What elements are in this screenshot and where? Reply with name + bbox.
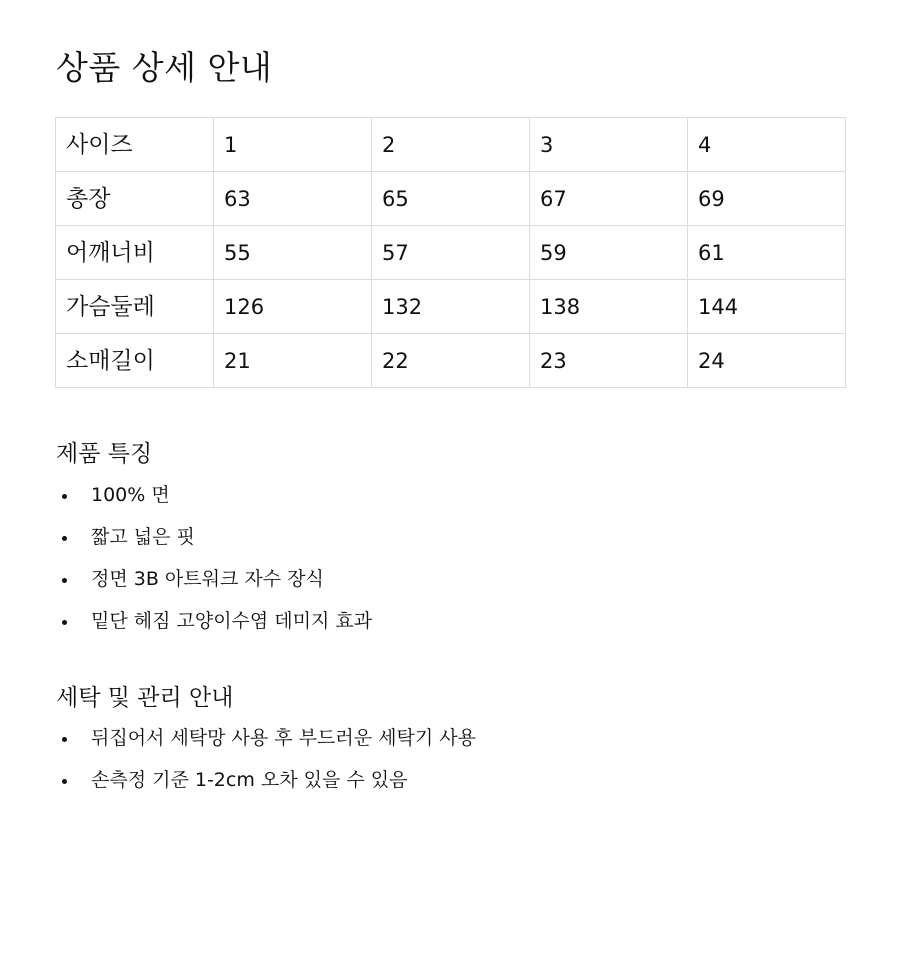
table-cell: 21 [214,334,372,388]
care-heading: 세탁 및 관리 안내 [56,685,234,711]
row-label: 총장 [56,172,214,226]
table-cell: 4 [688,118,846,172]
page-title: 상품 상세 안내 [56,48,273,87]
bullet-icon [62,779,67,784]
list-item-text: 밑단 헤짐 고양이수염 데미지 효과 [91,610,373,632]
table-cell: 138 [530,280,688,334]
table-cell: 55 [214,226,372,280]
row-label: 사이즈 [56,118,214,172]
list-item [56,564,372,606]
table-cell: 67 [530,172,688,226]
bullet-icon [62,578,67,583]
table-row-sleeve [56,334,846,388]
features-heading: 제품 특징 [56,441,153,467]
table-cell: 1 [214,118,372,172]
list-item [56,522,372,564]
table-cell: 61 [688,226,846,280]
table-row-shoulder [56,226,846,280]
table-row-size [56,118,846,172]
list-item-text: 손측정 기준 1-2cm 오차 있을 수 있음 [91,769,408,791]
list-item [56,606,372,648]
table-cell: 69 [688,172,846,226]
table-cell: 3 [530,118,688,172]
list-item-text: 100% 면 [91,484,170,506]
table-cell: 126 [214,280,372,334]
list-item-text: 뒤집어서 세탁망 사용 후 부드러운 세탁기 사용 [91,727,476,749]
row-label: 어깨너비 [56,226,214,280]
list-item-text: 정면 3B 아트워크 자수 장식 [91,568,324,590]
table-cell: 23 [530,334,688,388]
list-item [56,765,476,807]
row-label: 소매길이 [56,334,214,388]
table-cell: 57 [372,226,530,280]
bullet-icon [62,737,67,742]
table-cell: 24 [688,334,846,388]
table-cell: 65 [372,172,530,226]
table-cell: 63 [214,172,372,226]
table-cell: 144 [688,280,846,334]
table-row-length [56,172,846,226]
features-list [56,480,372,648]
table-cell: 59 [530,226,688,280]
row-label: 가슴둘레 [56,280,214,334]
list-item-text: 짧고 넓은 핏 [91,526,195,548]
table-cell: 22 [372,334,530,388]
table-row-chest [56,280,846,334]
table-cell: 132 [372,280,530,334]
list-item [56,480,372,522]
bullet-icon [62,494,67,499]
bullet-icon [62,536,67,541]
table-cell: 2 [372,118,530,172]
bullet-icon [62,620,67,625]
size-table [55,117,846,388]
care-list [56,723,476,807]
list-item [56,723,476,765]
